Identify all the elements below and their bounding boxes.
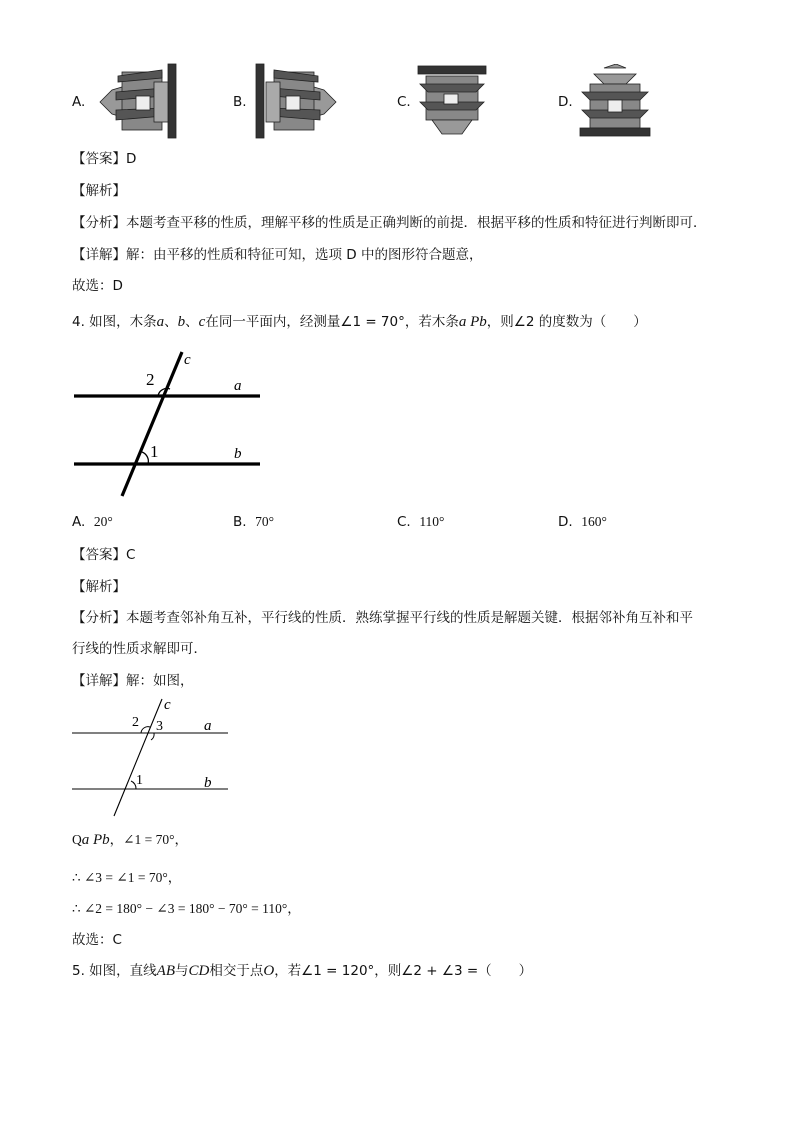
fenxi-text: 本题考查邻补角互补，平行线的性质．熟练掌握平行线的性质是解题关键．根据邻补角互补和平 bbox=[126, 610, 693, 626]
fenxi-text: 本题考查平移的性质，理解平移的性质是正确判断的前提．根据平移的性质和特征进行判断即可． bbox=[126, 215, 707, 231]
label-c: c bbox=[164, 697, 171, 713]
q4-fenxi-line bbox=[72, 608, 693, 628]
q4-stem-part: 在同一平面内，经测量∠1 = 70°，若木条 bbox=[205, 314, 459, 330]
option-d-image bbox=[578, 64, 652, 138]
q3-choose: 故选：D bbox=[72, 278, 123, 294]
q4-choose: 故选：C bbox=[72, 932, 122, 948]
detail-tag: 【详解】 bbox=[72, 673, 126, 689]
q4-stem-part: 4. 如图，木条 bbox=[72, 314, 157, 330]
fenxi-tag: 【分析】 bbox=[72, 610, 126, 626]
step-text: ，∠1 = 70°， bbox=[109, 832, 188, 847]
option-c-image bbox=[416, 64, 488, 136]
choice-b bbox=[233, 514, 274, 530]
choice-c bbox=[397, 514, 444, 530]
var-c: c bbox=[198, 314, 206, 330]
label-b: b bbox=[234, 446, 242, 462]
option-a-label: A. bbox=[72, 94, 86, 110]
q4-answer-line bbox=[72, 545, 135, 565]
label-1: 1 bbox=[136, 773, 143, 788]
separator: 、 bbox=[185, 314, 199, 330]
q4-figure bbox=[70, 348, 270, 500]
q4-stem-part: ，则∠2 的度数为（ ） bbox=[486, 314, 647, 330]
q5-stem-part: 5. 如图，直线 bbox=[72, 963, 157, 979]
parallel-relation: a Pb bbox=[458, 314, 487, 330]
q3-analysis-tag: 【解析】 bbox=[72, 183, 126, 199]
choice-value: 70° bbox=[255, 514, 275, 529]
line-ab: AB bbox=[156, 963, 175, 979]
q5-stem-part: ，若∠1 = 120°，则∠2 + ∠3 =（ ） bbox=[274, 963, 533, 979]
option-d-label: D. bbox=[558, 94, 573, 110]
q4-step3: ∴ ∠2 = 180° − ∠3 = 180° − 70° = 110°， bbox=[72, 901, 301, 916]
choice-letter: D. bbox=[558, 514, 573, 530]
label-3: 3 bbox=[156, 719, 163, 734]
angle-1-arc bbox=[142, 452, 148, 464]
q4-analysis-tag: 【解析】 bbox=[72, 579, 126, 595]
line-cd: CD bbox=[188, 963, 210, 979]
q3-detail-line bbox=[72, 245, 482, 265]
angle-3-arc bbox=[151, 733, 154, 740]
label-c: c bbox=[184, 352, 191, 368]
option-b-label: B. bbox=[233, 94, 247, 110]
point-o: O bbox=[263, 963, 275, 979]
because-symbol: Q bbox=[72, 832, 82, 847]
choice-letter: A. bbox=[72, 514, 86, 530]
label-a: a bbox=[204, 718, 212, 734]
label-b: b bbox=[204, 775, 212, 791]
q4-solution-figure bbox=[70, 696, 236, 820]
var-b: b bbox=[177, 314, 186, 330]
choice-d bbox=[558, 514, 607, 530]
label-2: 2 bbox=[146, 370, 155, 389]
label-2: 2 bbox=[132, 715, 139, 730]
option-c-label: C. bbox=[397, 94, 411, 110]
option-b-image bbox=[252, 62, 344, 140]
q4-step2: ∴ ∠3 = ∠1 = 70°， bbox=[72, 870, 182, 885]
answer-tag: 【答案】 bbox=[72, 151, 126, 167]
q3-fenxi-line bbox=[72, 213, 707, 233]
answer-value: C bbox=[126, 547, 136, 563]
answer-tag: 【答案】 bbox=[72, 547, 126, 563]
choice-a bbox=[72, 514, 113, 530]
label-1: 1 bbox=[150, 442, 159, 461]
fenxi-tag: 【分析】 bbox=[72, 215, 126, 231]
detail-text: 解：如图， bbox=[126, 673, 194, 689]
q4-step1 bbox=[72, 830, 188, 850]
q4-stem bbox=[72, 312, 647, 332]
choice-value: 160° bbox=[581, 514, 607, 529]
choice-letter: C. bbox=[397, 514, 411, 530]
separator: 、 bbox=[164, 314, 178, 330]
choice-letter: B. bbox=[233, 514, 247, 530]
detail-text: 解：由平移的性质和特征可知，选项 D 中的图形符合题意， bbox=[126, 247, 483, 263]
q4-fenxi-line2: 行线的性质求解即可． bbox=[72, 641, 207, 657]
choice-value: 110° bbox=[419, 514, 445, 529]
q5-stem bbox=[72, 961, 532, 981]
q3-answer-line bbox=[72, 149, 136, 169]
q5-stem-part: 与 bbox=[175, 963, 189, 979]
parallel-relation: a Pb bbox=[81, 832, 110, 848]
choice-value: 20° bbox=[93, 514, 113, 529]
q4-detail-line bbox=[72, 671, 194, 691]
q5-stem-part: 相交于点 bbox=[209, 963, 264, 979]
var-a: a bbox=[156, 314, 165, 330]
answer-value: D bbox=[126, 151, 137, 167]
detail-tag: 【详解】 bbox=[72, 247, 126, 263]
option-a-image bbox=[92, 62, 184, 140]
label-a: a bbox=[234, 378, 242, 394]
